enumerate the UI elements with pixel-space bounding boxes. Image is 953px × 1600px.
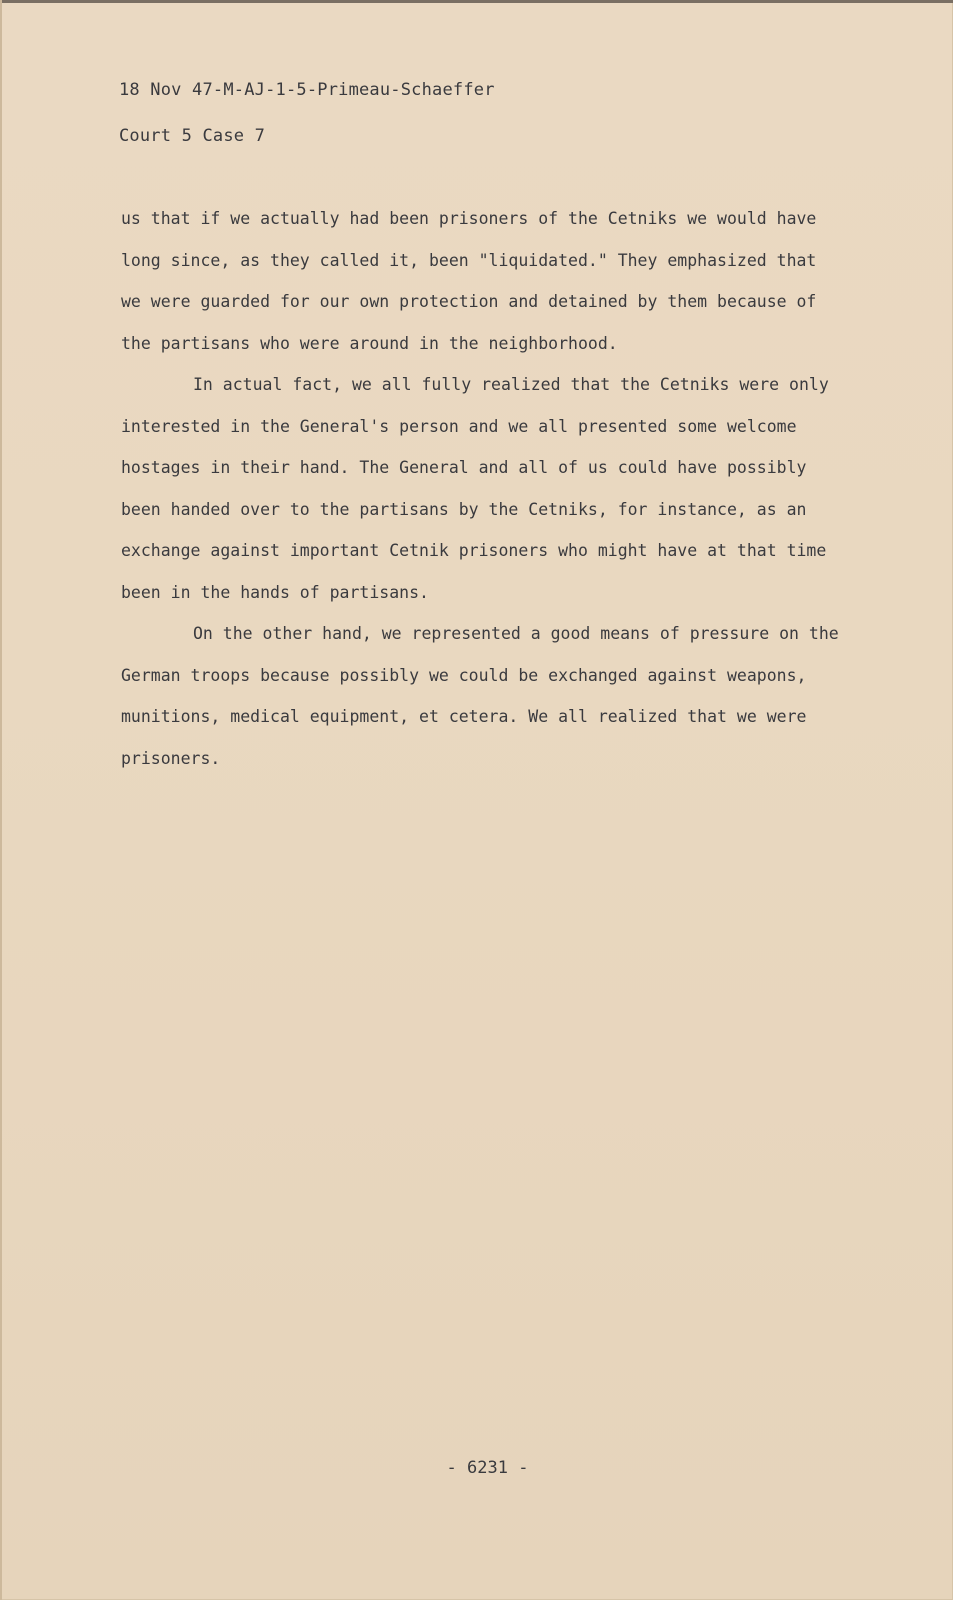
- text-line: hostages in their hand. The General and all of us could have possibly: [121, 458, 807, 477]
- text-line: us that if we actually had been prisoners of the Cetniks we would have: [121, 209, 817, 228]
- text-line: been handed over to the partisans by the Cetniks, for instance, as an: [121, 499, 807, 519]
- transcript-body: [121, 198, 871, 779]
- court-case-line: Court 5 Case 7: [119, 126, 266, 146]
- text-line: been in the hands of partisans.: [121, 582, 429, 602]
- paragraph-start-line: In actual fact, we all fully realized that the Cetniks were only: [193, 375, 829, 394]
- text-line: interested in the General's person and we all presented some welcome: [121, 416, 797, 436]
- page-left-edge: [0, 0, 2, 1600]
- text-line: German troops because possibly we could be exchanged against weapons,: [121, 665, 807, 685]
- text-line: we were guarded for our own protection and detained by them because of: [121, 292, 817, 311]
- text-line: long since, as they called it, been "liquidated." They emphasized that: [121, 250, 817, 270]
- text-line: the partisans who were around in the neighborhood.: [121, 333, 618, 353]
- page-number: - 6231 -: [446, 1458, 529, 1478]
- paragraph-start-line: On the other hand, we represented a good means of pressure on the: [193, 624, 839, 643]
- text-line: munitions, medical equipment, et cetera. We all realized that we were: [121, 707, 807, 726]
- document-reference-line: 18 Nov 47-M-AJ-1-5-Primeau-Schaeffer: [119, 80, 495, 100]
- text-line: exchange against important Cetnik prisoners who might have at that time: [121, 541, 827, 560]
- page-top-edge: [0, 0, 953, 3]
- text-line: prisoners.: [121, 748, 221, 768]
